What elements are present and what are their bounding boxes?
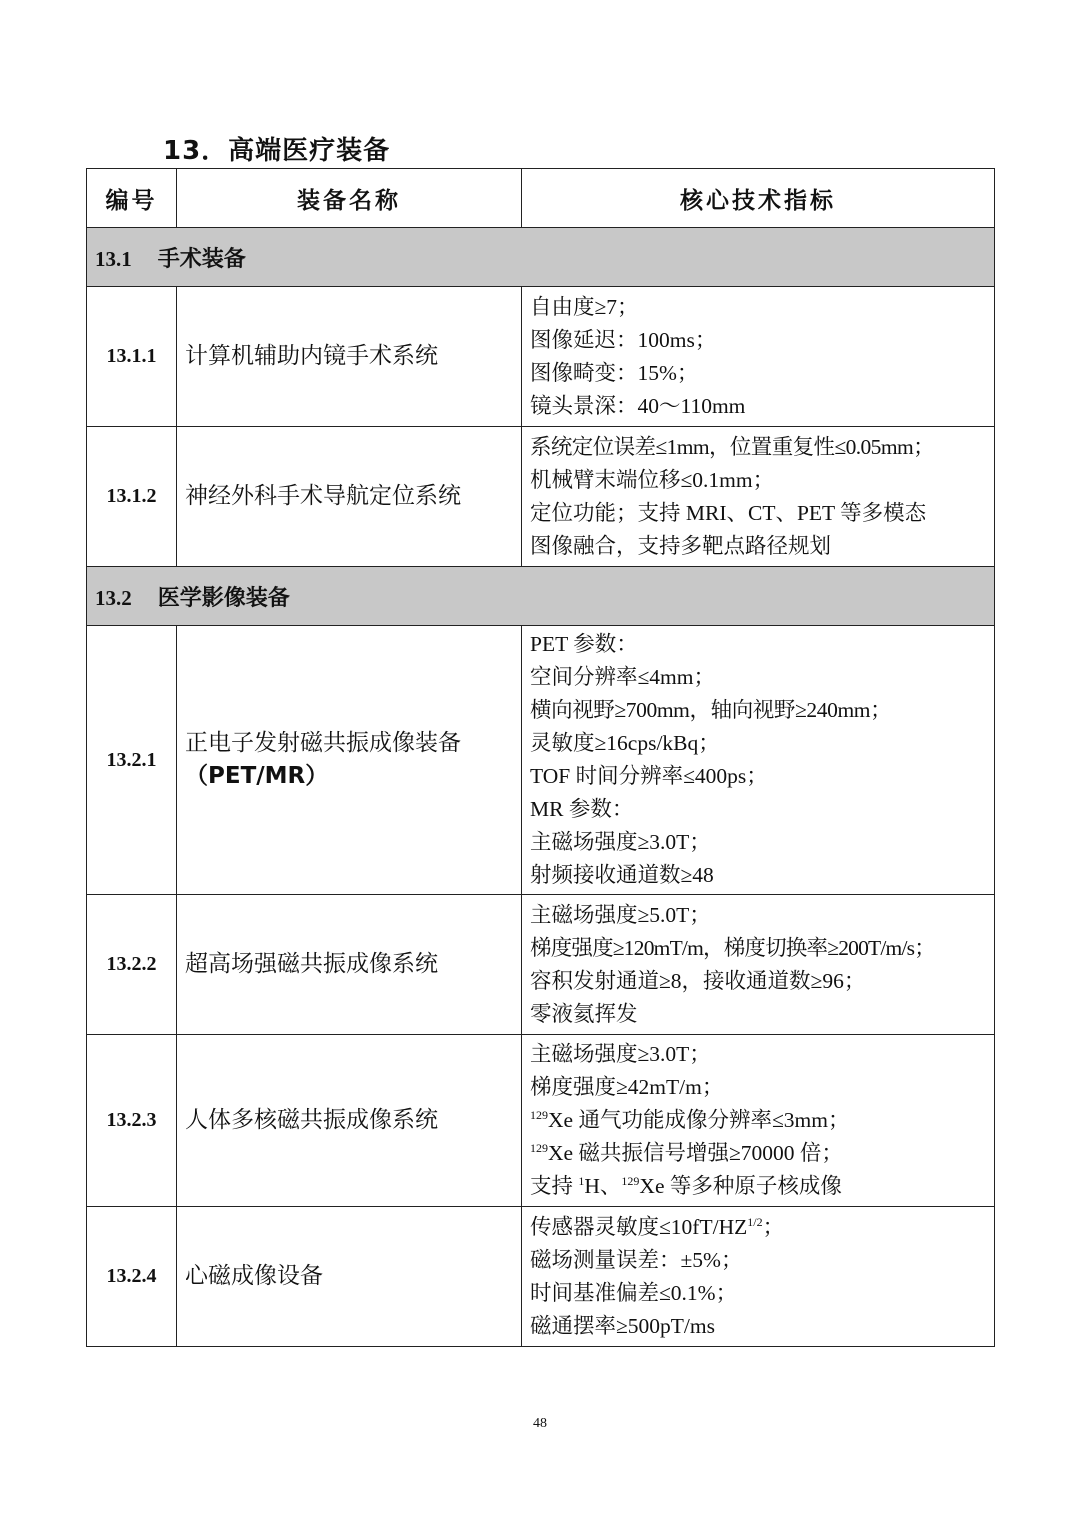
row-specs bbox=[522, 1035, 995, 1207]
exponent-sup: 1/2 bbox=[747, 1214, 763, 1229]
spec-line: PET 参数： bbox=[530, 632, 638, 656]
spec-line: 零液氦挥发 bbox=[530, 1001, 638, 1026]
row-specs bbox=[522, 287, 995, 427]
equipment-table bbox=[86, 168, 995, 1347]
row-name-line: 正电子发射磁共振成像装备 bbox=[185, 730, 461, 756]
spec-line: 梯度强度≥42mT/m； bbox=[530, 1075, 724, 1099]
spec-line: 容积发射通道≥8，接收通道数≥96； bbox=[530, 968, 866, 993]
spec-line: MR 参数： bbox=[530, 797, 634, 821]
page-number: 48 bbox=[533, 1416, 547, 1431]
spec-line: 时间基准偏差≤0.1%； bbox=[530, 1280, 738, 1305]
spec-line: 机械臂末端位移≤0.1mm； bbox=[530, 467, 775, 492]
spec-text: 传感器灵敏度≤10fT/HZ bbox=[530, 1214, 748, 1239]
spec-line: 主磁场强度≥3.0T； bbox=[530, 830, 711, 854]
table-header-row bbox=[87, 169, 995, 228]
row-specs bbox=[522, 895, 995, 1035]
section-title: 13．高端医疗装备 bbox=[163, 136, 391, 166]
row-name: 超高场强磁共振成像系统 bbox=[177, 895, 522, 1035]
row-num: 13.1.2 bbox=[87, 427, 177, 567]
row-name: 计算机辅助内镜手术系统 bbox=[177, 287, 522, 427]
spec-line: 图像畸变：15%； bbox=[530, 360, 699, 385]
table-row bbox=[87, 895, 995, 1035]
row-specs bbox=[522, 427, 995, 567]
spec-line: 磁通摆率≥500pT/ms bbox=[530, 1313, 715, 1338]
spec-line bbox=[530, 1170, 994, 1203]
table-row bbox=[87, 287, 995, 427]
row-name: 心磁成像设备 bbox=[177, 1207, 522, 1347]
header-name: 装备名称 bbox=[177, 169, 522, 228]
row-num: 13.2.4 bbox=[87, 1207, 177, 1347]
spec-line: 系统定位误差≤1mm，位置重复性≤0.05mm； bbox=[530, 434, 934, 459]
spec-line: 图像延迟：100ms； bbox=[530, 327, 717, 352]
row-num: 13.1.1 bbox=[87, 287, 177, 427]
spec-line: 镜头景深：40～110mm bbox=[530, 393, 746, 418]
spec-line: 自由度≥7； bbox=[530, 294, 639, 319]
spec-line: 灵敏度≥16cps/kBq； bbox=[530, 731, 720, 755]
spec-line bbox=[530, 1211, 994, 1244]
category-label: 手术装备 bbox=[157, 246, 246, 272]
row-num: 13.2.3 bbox=[87, 1035, 177, 1207]
spec-line: 射频接收通道数≥48 bbox=[530, 863, 714, 887]
row-name: 神经外科手术导航定位系统 bbox=[177, 427, 522, 567]
table-row bbox=[87, 1207, 995, 1347]
row-name: 人体多核磁共振成像系统 bbox=[177, 1035, 522, 1207]
row-specs bbox=[522, 626, 995, 895]
spec-line bbox=[530, 1104, 994, 1137]
spec-line: 梯度强度≥120mT/m，梯度切换率≥200T/m/s； bbox=[530, 935, 935, 960]
isotope-sup: 129 bbox=[621, 1173, 640, 1188]
row-num: 13.2.1 bbox=[87, 626, 177, 895]
isotope-sup: 129 bbox=[530, 1107, 548, 1122]
spec-line: 主磁场强度≥3.0T； bbox=[530, 1042, 711, 1066]
category-num: 13.2 bbox=[95, 585, 132, 610]
spec-text: Xe 磁共振信号增强≥70000 倍； bbox=[548, 1141, 843, 1165]
header-num: 编号 bbox=[87, 169, 177, 228]
isotope-sup: 1 bbox=[578, 1173, 585, 1188]
spec-line: 主磁场强度≥5.0T； bbox=[530, 902, 711, 927]
category-cell bbox=[87, 228, 995, 287]
category-row bbox=[87, 567, 995, 626]
row-specs bbox=[522, 1207, 995, 1347]
table-row bbox=[87, 1035, 995, 1207]
row-name-line: （PET/MR） bbox=[185, 763, 329, 789]
spec-line: 磁场测量误差：±5%； bbox=[530, 1247, 743, 1272]
table-row bbox=[87, 427, 995, 567]
spec-text: Xe 通气功能成像分辨率≤3mm； bbox=[548, 1108, 850, 1132]
spec-line bbox=[530, 1137, 994, 1170]
category-cell bbox=[87, 567, 995, 626]
category-label: 医学影像装备 bbox=[157, 585, 290, 611]
category-row bbox=[87, 228, 995, 287]
header-spec: 核心技术指标 bbox=[522, 169, 995, 228]
row-num: 13.2.2 bbox=[87, 895, 177, 1035]
spec-text: ； bbox=[762, 1214, 785, 1239]
spec-line: 定位功能；支持 MRI、CT、PET 等多模态 bbox=[530, 500, 927, 525]
spec-text: H、 bbox=[584, 1174, 622, 1198]
row-name bbox=[177, 626, 522, 895]
spec-text: Xe 等多种原子核成像 bbox=[639, 1174, 842, 1198]
spec-line: 横向视野≥700mm，轴向视野≥240mm； bbox=[530, 698, 892, 722]
spec-line: 图像融合，支持多靶点路径规划 bbox=[530, 533, 832, 558]
spec-line: 空间分辨率≤4mm； bbox=[530, 665, 715, 689]
spec-text: 支持 bbox=[530, 1174, 579, 1198]
isotope-sup: 129 bbox=[530, 1140, 548, 1155]
category-num: 13.1 bbox=[95, 246, 132, 271]
spec-line: TOF 时间分辨率≤400ps； bbox=[530, 764, 768, 788]
table-row bbox=[87, 626, 995, 895]
